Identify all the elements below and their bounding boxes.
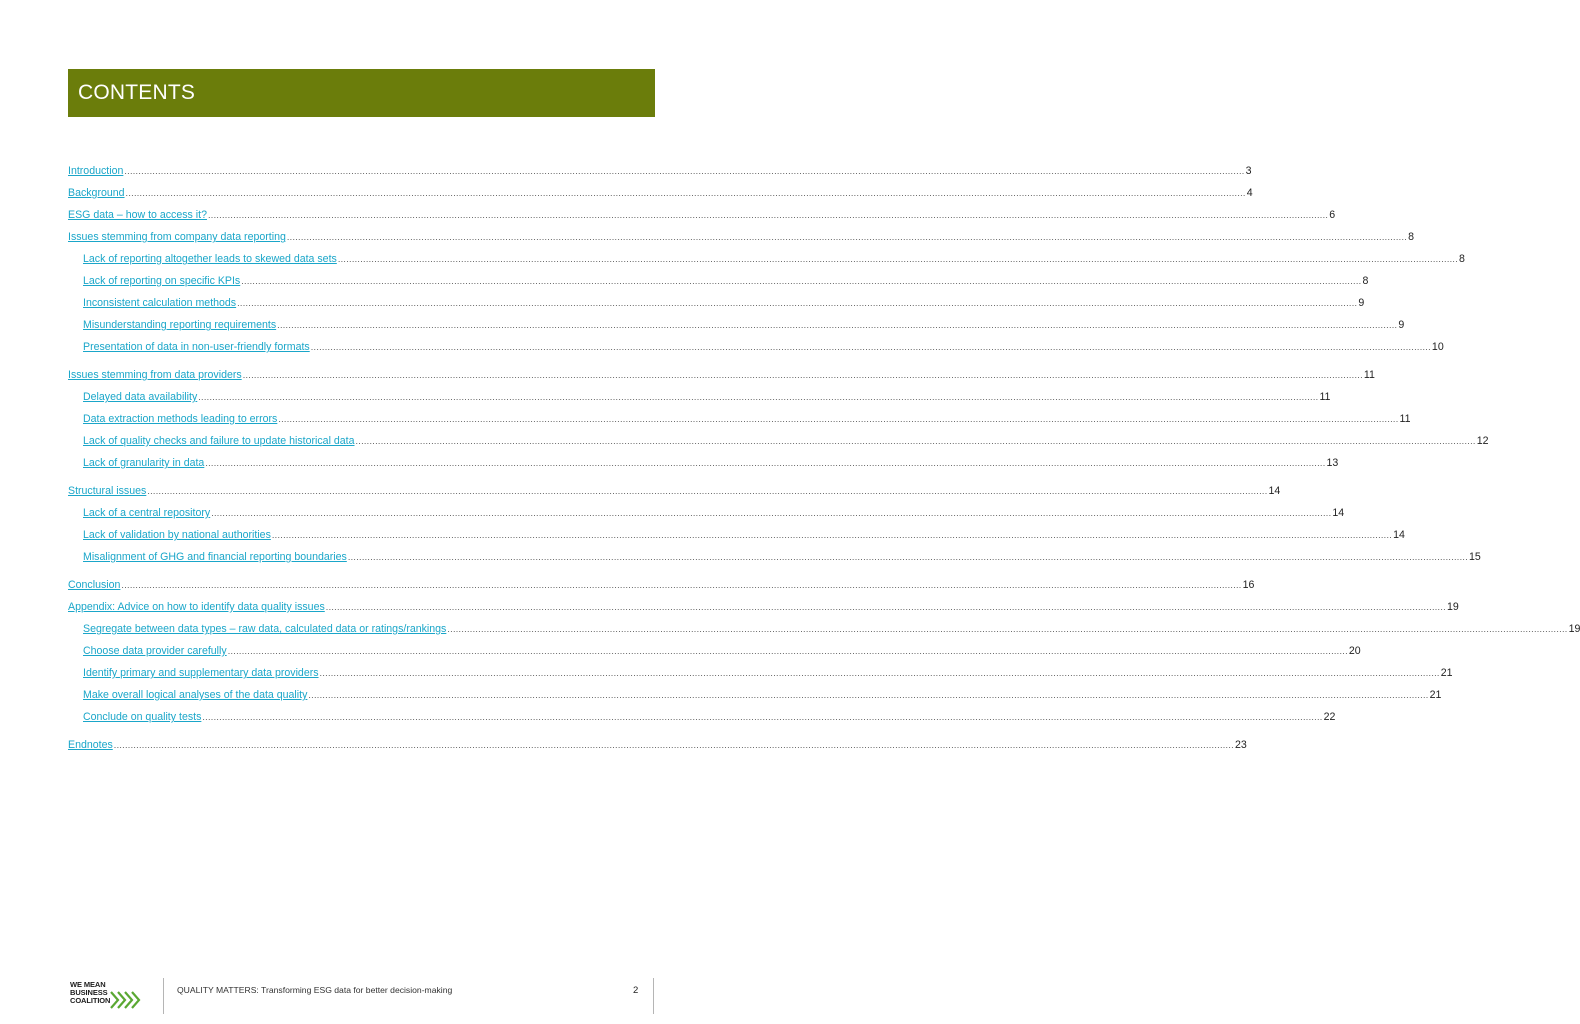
toc-page-number: 23 xyxy=(1234,739,1247,751)
toc-page-number: 15 xyxy=(1469,551,1481,563)
toc-entry-link[interactable]: Presentation of data in non-user-friendly formats xyxy=(83,341,310,353)
toc-page-number: 9 xyxy=(1358,297,1365,309)
toc-entry[interactable] xyxy=(68,574,1255,596)
dot-leader: ................................................................................................................................................................................................................................................................................................................................................................................................................ xyxy=(337,254,1459,264)
toc-subentry[interactable] xyxy=(68,706,1336,728)
toc-entry[interactable] xyxy=(68,596,1459,618)
dot-leader: ................................................................................................................................................................................................................................................................................................................................................................................................................ xyxy=(125,188,1246,198)
toc-entry[interactable] xyxy=(68,480,1281,502)
toc-page-number: 8 xyxy=(1362,275,1369,287)
toc-entry[interactable] xyxy=(68,204,1336,226)
toc-page-number: 16 xyxy=(1242,579,1255,591)
toc-subentry[interactable] xyxy=(68,640,1361,662)
dot-leader: ................................................................................................................................................................................................................................................................................................................................................................................................................ xyxy=(242,370,1363,380)
dot-leader: ................................................................................................................................................................................................................................................................................................................................................................................................................ xyxy=(124,166,1245,176)
toc-entry-link[interactable]: Delayed data availability xyxy=(83,391,198,403)
dot-leader: ................................................................................................................................................................................................................................................................................................................................................................................................................ xyxy=(278,414,1399,424)
toc-page-number: 11 xyxy=(1319,391,1331,403)
toc-page-number: 14 xyxy=(1393,529,1405,541)
toc-subentry[interactable] xyxy=(68,386,1331,408)
toc-page-number: 9 xyxy=(1398,319,1405,331)
page-footer xyxy=(0,968,724,1024)
chevrons-icon xyxy=(110,991,144,1009)
toc-subentry[interactable] xyxy=(68,292,1365,314)
toc-entry-link[interactable]: Conclusion xyxy=(68,579,121,591)
toc-entry-link[interactable]: Issues stemming from company data reporting xyxy=(68,231,286,243)
toc-entry-link[interactable]: Background xyxy=(68,187,125,199)
toc-page-number: 21 xyxy=(1429,689,1442,701)
toc-page-number: 8 xyxy=(1408,231,1414,243)
toc-page-number: 19 xyxy=(1446,601,1459,613)
toc-page-number: 13 xyxy=(1326,457,1339,469)
toc-subentry[interactable] xyxy=(68,524,1405,546)
footer-divider-left xyxy=(163,978,164,1014)
toc-entry-link[interactable]: Endnotes xyxy=(68,739,113,751)
toc-entry[interactable] xyxy=(68,160,1252,182)
dot-leader: ................................................................................................................................................................................................................................................................................................................................................................................................................ xyxy=(447,624,1568,634)
toc-entry-link[interactable]: Lack of granularity in data xyxy=(83,457,205,469)
dot-leader: ................................................................................................................................................................................................................................................................................................................................................................................................................ xyxy=(202,712,1323,722)
dot-leader: ................................................................................................................................................................................................................................................................................................................................................................................................................ xyxy=(227,646,1348,656)
dot-leader: ................................................................................................................................................................................................................................................................................................................................................................................................................ xyxy=(198,392,1319,402)
toc-subentry[interactable] xyxy=(68,336,1444,358)
toc-entry-link[interactable]: Choose data provider carefully xyxy=(83,645,227,657)
footer-title: QUALITY MATTERS: Transforming ESG data for better decision-making xyxy=(177,985,453,995)
toc-subentry[interactable] xyxy=(68,248,1465,270)
toc-subentry[interactable] xyxy=(68,430,1489,452)
toc-page-number: 14 xyxy=(1332,507,1345,519)
toc-page-number: 10 xyxy=(1431,341,1444,353)
dot-leader: ................................................................................................................................................................................................................................................................................................................................................................................................................ xyxy=(286,232,1408,242)
toc-entry[interactable] xyxy=(68,182,1253,204)
toc-entry-link[interactable]: Lack of a central repository xyxy=(83,507,211,519)
toc-entry[interactable] xyxy=(68,734,1247,756)
toc-subentry[interactable] xyxy=(68,452,1339,474)
page-number: 2 xyxy=(633,985,639,996)
logo-text: WE MEAN BUSINESS COALITION xyxy=(70,980,111,1005)
toc-subentry[interactable] xyxy=(68,270,1369,292)
toc-entry-link[interactable]: Appendix: Advice on how to identify data quality issues xyxy=(68,601,325,613)
dot-leader: ................................................................................................................................................................................................................................................................................................................................................................................................................ xyxy=(241,276,1362,286)
dot-leader: ................................................................................................................................................................................................................................................................................................................................................................................................................ xyxy=(121,580,1242,590)
toc-entry[interactable] xyxy=(68,364,1375,386)
footer-divider-right xyxy=(653,978,654,1014)
dot-leader: ................................................................................................................................................................................................................................................................................................................................................................................................................ xyxy=(237,298,1358,308)
toc-subentry[interactable] xyxy=(68,618,1580,640)
dot-leader: ................................................................................................................................................................................................................................................................................................................................................................................................................ xyxy=(319,668,1440,678)
dot-leader: ................................................................................................................................................................................................................................................................................................................................................................................................................ xyxy=(347,552,1469,562)
toc-subentry[interactable] xyxy=(68,314,1405,336)
toc-page-number: 11 xyxy=(1399,413,1411,425)
toc-subentry[interactable] xyxy=(68,502,1345,524)
dot-leader: ................................................................................................................................................................................................................................................................................................................................................................................................................ xyxy=(211,508,1332,518)
toc-subentry[interactable] xyxy=(68,662,1453,684)
dot-leader: ................................................................................................................................................................................................................................................................................................................................................................................................................ xyxy=(355,436,1476,446)
toc-page-number: 12 xyxy=(1476,435,1489,447)
wmb-logo xyxy=(70,981,150,1013)
toc-entry-link[interactable]: Segregate between data types – raw data, calculated data or ratings/rankings xyxy=(83,623,447,635)
contents-banner xyxy=(68,69,655,117)
toc-page-number: 20 xyxy=(1348,645,1361,657)
dot-leader: ................................................................................................................................................................................................................................................................................................................................................................................................................ xyxy=(325,602,1446,612)
page-title: CONTENTS xyxy=(78,81,196,104)
toc-page-number: 6 xyxy=(1329,209,1336,221)
dot-leader: ................................................................................................................................................................................................................................................................................................................................................................................................................ xyxy=(147,486,1268,496)
toc-entry-link[interactable]: Conclude on quality tests xyxy=(83,711,202,723)
toc-entry-link[interactable]: Issues stemming from data providers xyxy=(68,369,242,381)
toc-page-number: 21 xyxy=(1440,667,1453,679)
dot-leader: ................................................................................................................................................................................................................................................................................................................................................................................................................ xyxy=(205,458,1326,468)
toc-page-number: 3 xyxy=(1245,165,1252,177)
toc-entry-link[interactable]: Misalignment of GHG and financial reporting boundaries xyxy=(83,551,347,563)
toc-page-number: 19 xyxy=(1568,623,1580,635)
dot-leader: ................................................................................................................................................................................................................................................................................................................................................................................................................ xyxy=(271,530,1393,540)
toc-page-number: 22 xyxy=(1323,711,1336,723)
toc-entry-link[interactable]: Misunderstanding reporting requirements xyxy=(83,319,277,331)
toc-entry-link[interactable]: Lack of reporting altogether leads to skewed data sets xyxy=(83,253,337,265)
dot-leader: ................................................................................................................................................................................................................................................................................................................................................................................................................ xyxy=(308,690,1429,700)
toc-entry-link[interactable]: Inconsistent calculation methods xyxy=(83,297,237,309)
toc-page-number: 8 xyxy=(1459,253,1465,265)
toc-subentry[interactable] xyxy=(68,546,1481,568)
toc-entry-link[interactable]: Data extraction methods leading to errors xyxy=(83,413,278,425)
toc-entry-link[interactable]: Identify primary and supplementary data providers xyxy=(83,667,319,679)
toc-page-number: 4 xyxy=(1246,187,1253,199)
toc-entry-link[interactable]: ESG data – how to access it? xyxy=(68,209,207,221)
toc-entry-link[interactable]: Structural issues xyxy=(68,485,147,497)
toc-entry[interactable] xyxy=(68,226,1414,248)
dot-leader: ................................................................................................................................................................................................................................................................................................................................................................................................................ xyxy=(113,740,1234,750)
toc-page-number: 14 xyxy=(1268,485,1281,497)
toc-subentry[interactable] xyxy=(68,408,1411,430)
dot-leader: ................................................................................................................................................................................................................................................................................................................................................................................................................ xyxy=(310,342,1431,352)
toc-entry-link[interactable]: Lack of quality checks and failure to update historical data xyxy=(83,435,355,447)
toc-entry-link[interactable]: Introduction xyxy=(68,165,124,177)
table-of-contents xyxy=(68,160,1580,756)
toc-entry-link[interactable]: Lack of reporting on specific KPIs xyxy=(83,275,241,287)
dot-leader: ................................................................................................................................................................................................................................................................................................................................................................................................................ xyxy=(277,320,1398,330)
toc-subentry[interactable] xyxy=(68,684,1442,706)
toc-entry-link[interactable]: Lack of validation by national authorities xyxy=(83,529,271,541)
dot-leader: ................................................................................................................................................................................................................................................................................................................................................................................................................ xyxy=(207,210,1329,220)
toc-page-number: 11 xyxy=(1363,369,1375,381)
toc-entry-link[interactable]: Make overall logical analyses of the data quality xyxy=(83,689,308,701)
